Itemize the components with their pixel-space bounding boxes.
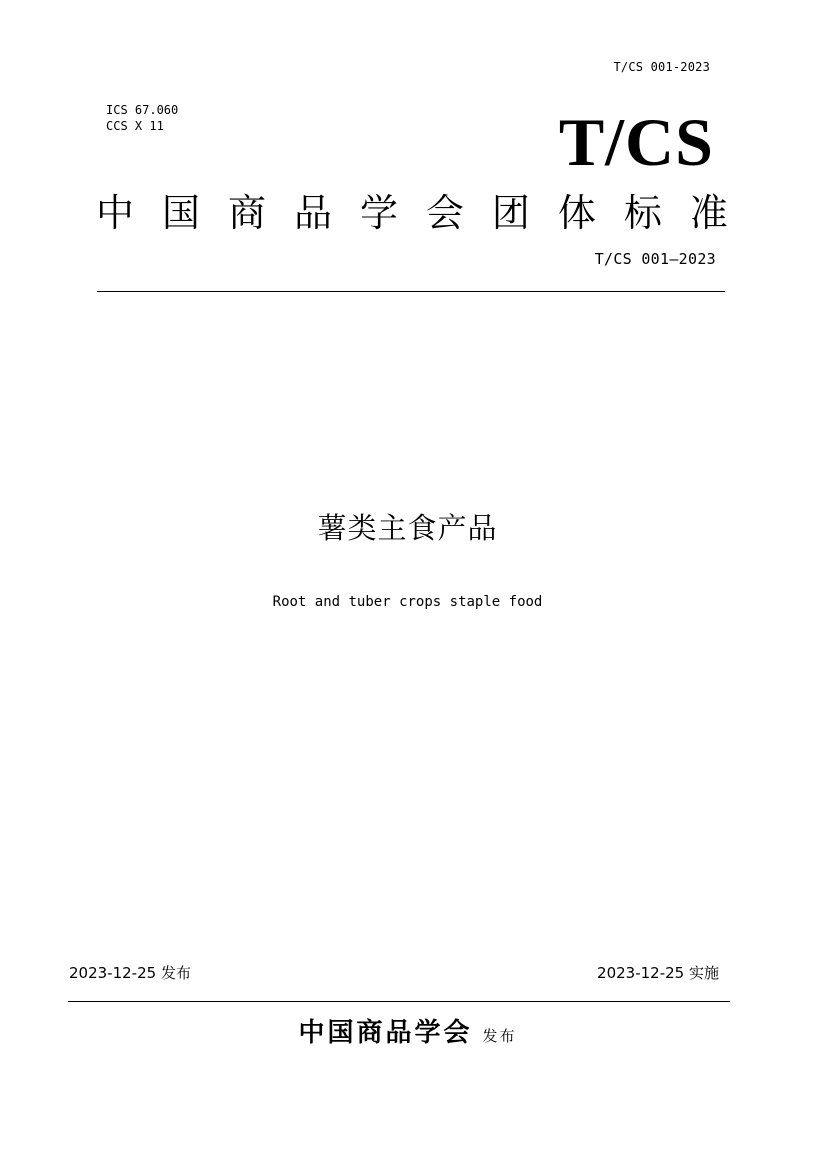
standard-title-char: 国 [161, 191, 200, 235]
footer-divider [68, 1001, 730, 1002]
standard-type-title [96, 190, 728, 236]
publisher-line [0, 1015, 815, 1054]
standard-number: T/CS 001—2023 [594, 250, 716, 268]
standard-title-char: 会 [425, 191, 464, 235]
standard-title-char: 品 [293, 191, 332, 235]
standard-title-char: 标 [623, 191, 662, 235]
header-divider [97, 291, 725, 292]
standard-title-char: 准 [689, 191, 728, 235]
standard-title-char: 体 [557, 191, 596, 235]
issue-date: 2023-12-25 发布 [69, 964, 191, 982]
publisher-name: 中国商品学会 [298, 1018, 473, 1048]
ccs-code: CCS X 11 [106, 119, 164, 133]
document-title-zh: 薯类主食产品 [317, 511, 498, 545]
ics-code: ICS 67.060 [106, 103, 179, 117]
standard-title-char: 商 [227, 191, 266, 235]
implementation-date: 2023-12-25 实施 [597, 964, 719, 982]
header-standard-code: T/CS 001-2023 [613, 60, 710, 74]
classification-codes [106, 102, 178, 134]
standard-title-char: 中 [96, 191, 135, 235]
standard-title-char: 学 [359, 191, 398, 235]
standard-title-char: 团 [491, 191, 530, 235]
document-title-en: Root and tuber crops staple food [272, 594, 543, 610]
publish-label: 发布 [482, 1027, 517, 1045]
tcs-logo: T/CS [558, 104, 714, 180]
